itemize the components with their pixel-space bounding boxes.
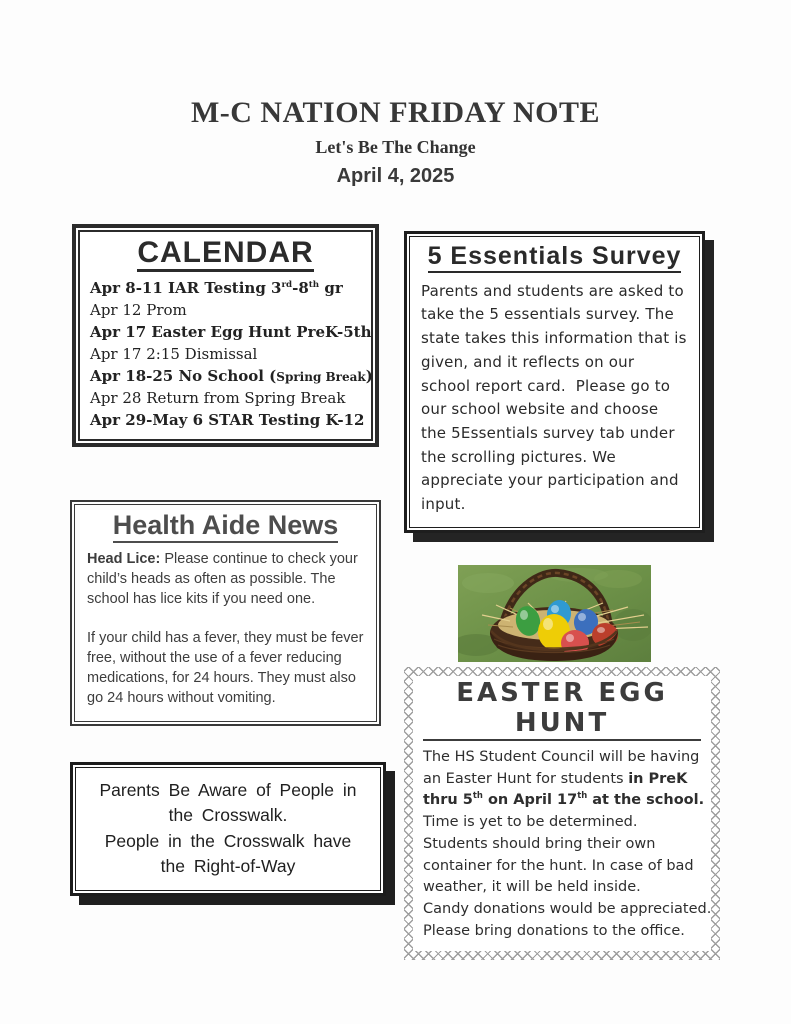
calendar-box <box>72 224 379 447</box>
easter-egg-hunt-body: The HS Student Council will be having an Easter Hunt for students in PreK thru 5th on April 17th at the school. Time is yet to be determined. Students should bring their own container for the hunt. In case of bad weather, it will be held inside. Candy donations would be appreciated. Please bring donations to the office. <box>423 748 712 939</box>
header <box>0 96 791 188</box>
survey-heading: 5 Essentials Survey <box>421 242 688 273</box>
crosswalk-box-inner <box>75 767 381 891</box>
health-fever-paragraph: If your child has a fever, they must be fever free, without the use of a fever reducing medications, for 24 hours. They must also go 24 hours without vomiting. <box>87 629 364 707</box>
easter-basket-photo <box>458 565 651 662</box>
page-subtitle: Let's Be The Change <box>315 137 476 157</box>
easter-basket-illustration <box>458 565 651 662</box>
survey-body: Parents and students are asked to take the 5 essentials survey. The state takes this information that is given, and it reflects on our school report card. Please go to our school website and choose the 5Essentials survey tab under the scrolling pictures. We appreciate your participation and input. <box>421 281 692 513</box>
survey-box-inner <box>409 236 700 528</box>
easter-egg-hunt-heading: EASTER EGG HUNT <box>423 679 701 741</box>
calendar-box-inner <box>78 230 373 441</box>
health-box-inner <box>74 504 377 722</box>
easter-egg-hunt-inner <box>413 676 711 951</box>
page-date: April 4, 2025 <box>336 165 455 187</box>
page-title: M-C NATION FRIDAY NOTE <box>190 96 601 129</box>
crosswalk-box <box>70 762 386 896</box>
calendar-entries: Apr 8-11 IAR Testing 3rd-8th gr Apr 12 Prom Apr 17 Easter Egg Hunt PreK-5th Apr 17 2:15 Dismissal Apr 18-25 No School (Spring Break) Apr 28 Return from Spring Break Apr 29-May 6 STAR Testing K-12 <box>90 279 373 430</box>
health-heading: Health Aide News <box>87 510 364 543</box>
easter-egg-hunt-box <box>404 667 720 960</box>
health-box <box>70 500 381 726</box>
health-head-lice-paragraph: Head Lice: Please continue to check your child’s heads as often as possible. The school has lice kits if you need one. <box>87 550 358 608</box>
crosswalk-text: Parents Be Aware of People in the Crosswalk. People in the Crosswalk have the Right-of-Way <box>99 780 357 877</box>
calendar-heading: CALENDAR <box>90 236 361 272</box>
survey-box <box>404 231 705 533</box>
